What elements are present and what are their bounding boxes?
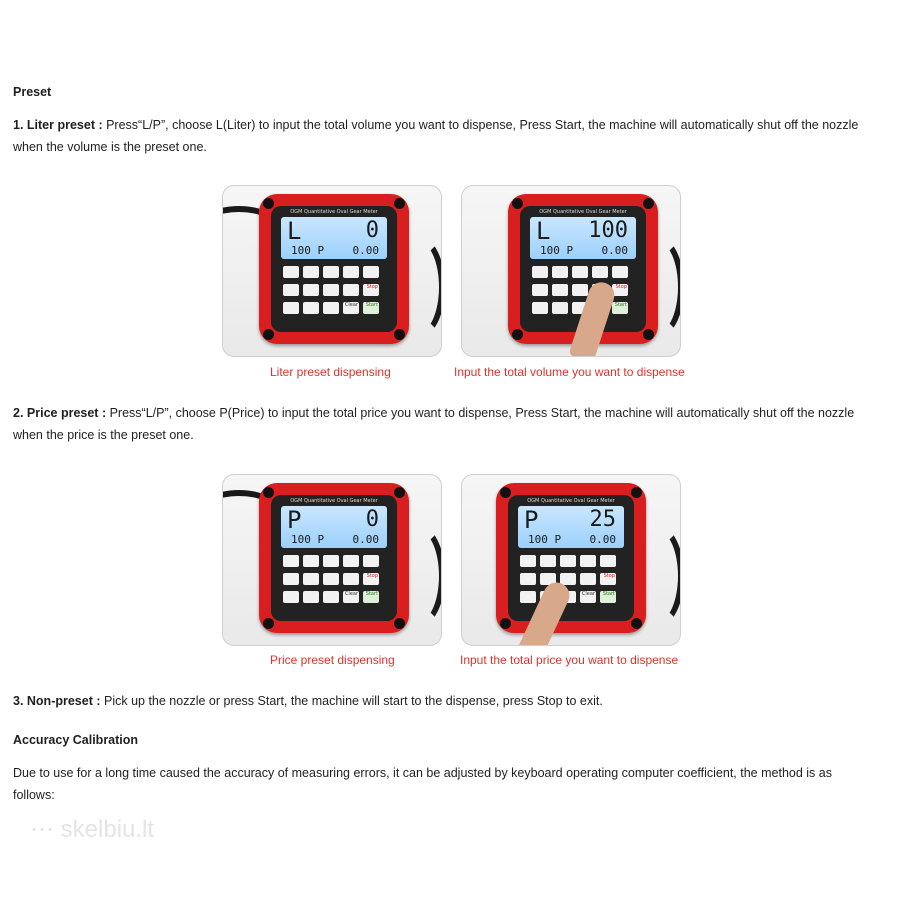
meter-display	[281, 506, 387, 548]
liter-preset-text: Press“L/P”, choose L(Liter) to input the total volume you want to dispense, Press Start, the machine will automatically shut off the nozzle	[102, 118, 859, 132]
display-value: 25	[589, 507, 616, 532]
meter-brand: OGM Quantitative Oval Gear Meter	[539, 209, 627, 215]
stop-key: Stop	[363, 284, 379, 296]
display-amount: 0.00	[352, 244, 379, 257]
display-amount: 0.00	[352, 533, 379, 546]
start-key: Start	[363, 591, 379, 603]
price-input-photo	[461, 474, 681, 646]
liter-preset-photo	[222, 185, 442, 357]
price-caption-left: Price preset dispensing	[270, 653, 395, 667]
price-preset-label: 2. Price preset :	[13, 406, 107, 420]
liter-caption-left: Liter preset dispensing	[270, 365, 391, 379]
stop-key: Stop	[612, 284, 628, 296]
clear-key: Clear	[343, 591, 359, 603]
start-key: Start	[612, 302, 628, 314]
meter-display	[281, 217, 387, 259]
non-preset-label: 3. Non-preset :	[13, 694, 101, 708]
display-unit-price: 100 P	[528, 533, 562, 546]
meter-brand: OGM Quantitative Oval Gear Meter	[290, 498, 378, 504]
watermark-text: skelbiu.lt	[60, 816, 155, 843]
price-preset-photo	[222, 474, 442, 646]
display-amount: 0.00	[601, 244, 628, 257]
price-preset-paragraph	[13, 402, 893, 446]
liter-preset-paragraph	[13, 114, 893, 158]
flow-meter	[259, 483, 409, 633]
price-preset-text: Press“L/P”, choose P(Price) to input the total price you want to dispense, Press Start, the machine will automatically shut off the nozzle	[106, 406, 855, 420]
display-mode: L	[536, 217, 551, 245]
display-amount: 0.00	[589, 533, 616, 546]
display-unit-price: 100 P	[291, 244, 325, 257]
flow-meter	[259, 194, 409, 344]
stop-key: Stop	[600, 573, 616, 585]
display-value: 0	[365, 218, 379, 243]
meter-keypad	[283, 266, 385, 320]
watermark: ⋯ skelbiu.lt	[30, 816, 155, 843]
stop-key: Stop	[363, 573, 379, 585]
preset-heading: Preset	[13, 85, 52, 99]
calibration-text: Due to use for a long time caused the accuracy of measuring errors, it can be adjusted by keyboard operating computer coefficient, the method is as	[13, 766, 832, 780]
display-unit-price: 100 P	[540, 244, 574, 257]
display-unit-price: 100 P	[291, 533, 325, 546]
liter-input-photo	[461, 185, 681, 357]
liter-preset-text-2: when the volume is the preset one.	[13, 140, 207, 154]
non-preset-text: Pick up the nozzle or press Start, the machine will start to the dispense, press Stop to exit.	[100, 694, 603, 708]
meter-brand: OGM Quantitative Oval Gear Meter	[290, 209, 378, 215]
liter-preset-label: 1. Liter preset :	[13, 118, 103, 132]
meter-brand: OGM Quantitative Oval Gear Meter	[527, 498, 615, 504]
meter-keypad	[520, 555, 622, 609]
price-preset-text-2: when the price is the preset one.	[13, 428, 194, 442]
start-key: Start	[363, 302, 379, 314]
clear-key: Clear	[580, 591, 596, 603]
start-key: Start	[600, 591, 616, 603]
display-mode: L	[287, 217, 302, 245]
flow-meter	[496, 483, 646, 633]
calibration-heading: Accuracy Calibration	[13, 733, 139, 747]
liter-caption-right: Input the total volume you want to dispense	[454, 365, 685, 379]
meter-display	[530, 217, 636, 259]
meter-display	[518, 506, 624, 548]
display-mode: P	[287, 506, 302, 534]
display-value: 0	[365, 507, 379, 532]
display-mode: P	[524, 506, 539, 534]
meter-keypad	[283, 555, 385, 609]
non-preset-paragraph	[13, 690, 893, 712]
calibration-text-2: follows:	[13, 788, 55, 802]
price-caption-right: Input the total price you want to dispense	[460, 653, 679, 667]
clear-key: Clear	[343, 302, 359, 314]
calibration-paragraph	[13, 762, 893, 806]
display-value: 100	[588, 218, 628, 243]
